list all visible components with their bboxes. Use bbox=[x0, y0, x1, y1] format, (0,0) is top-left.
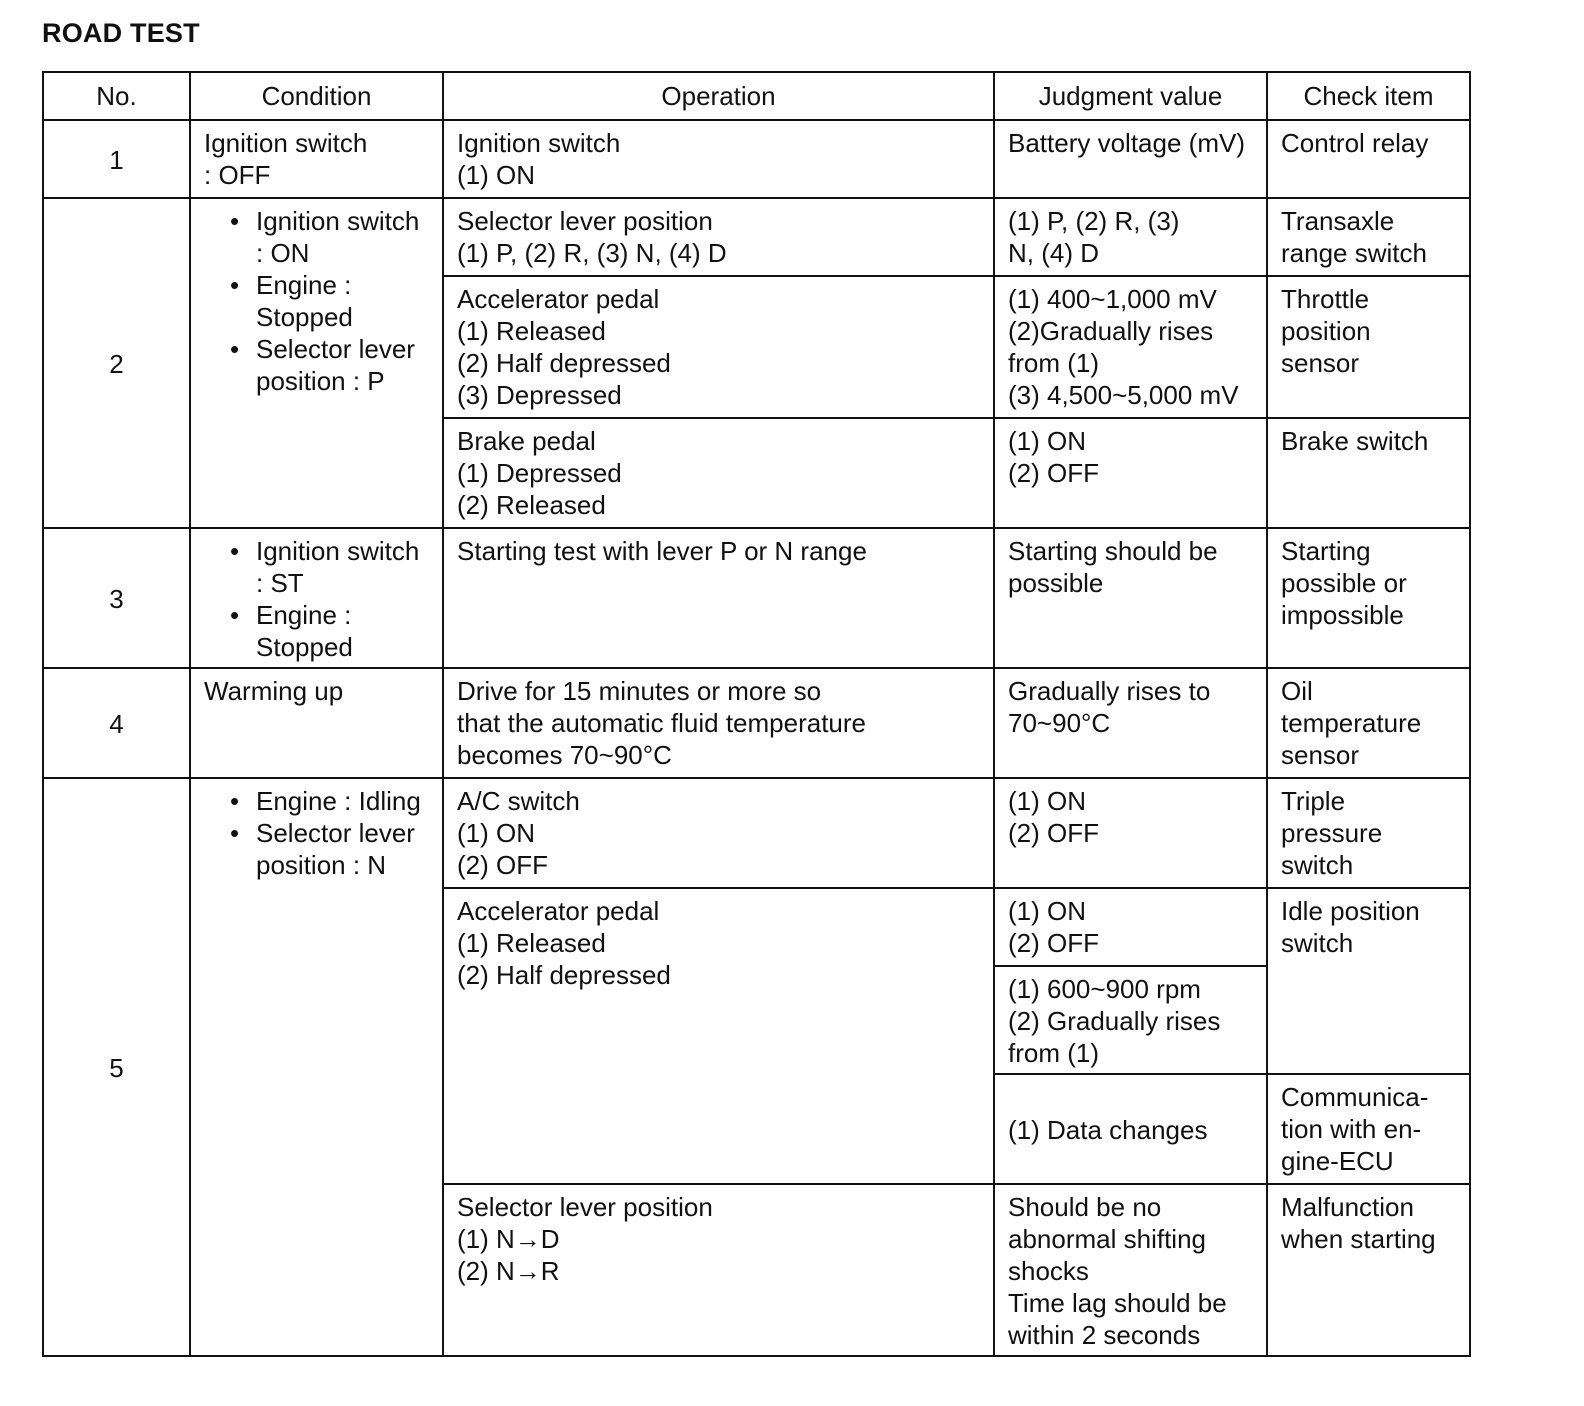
judgment-line: (2) OFF bbox=[1008, 928, 1099, 958]
judgment-line: Starting should be bbox=[1008, 536, 1218, 566]
check-item-line: sensor bbox=[1281, 348, 1360, 378]
condition-line: Stopped bbox=[256, 302, 353, 332]
table-header-row bbox=[43, 72, 1470, 120]
row-number: 2 bbox=[43, 198, 190, 528]
operation-cell bbox=[443, 276, 994, 418]
judgment-line: Time lag should be bbox=[1008, 1288, 1227, 1318]
condition-item bbox=[230, 333, 430, 397]
condition-line: Warming up bbox=[204, 676, 344, 706]
row-number: 5 bbox=[43, 778, 190, 1356]
header-judgment-value: Judgment value bbox=[994, 72, 1267, 120]
judgment-line: 70~90°C bbox=[1008, 708, 1111, 738]
condition-line: • Selector lever bbox=[256, 818, 415, 848]
judgment-cell bbox=[994, 778, 1267, 888]
condition-list bbox=[204, 535, 430, 663]
condition-item bbox=[230, 817, 430, 881]
condition-item bbox=[230, 205, 430, 269]
condition-line: : OFF bbox=[204, 160, 271, 190]
judgment-line: (2) OFF bbox=[1008, 818, 1099, 848]
operation-line: Ignition switch bbox=[457, 128, 621, 158]
judgment-cell bbox=[994, 418, 1267, 528]
condition-line: • Engine : Idling bbox=[256, 786, 421, 816]
operation-line: (1) N→D bbox=[457, 1224, 560, 1254]
judgment-line: (1) ON bbox=[1008, 896, 1086, 926]
judgment-cell bbox=[994, 528, 1267, 668]
check-item-cell bbox=[1267, 418, 1470, 528]
judgment-line: Gradually rises to bbox=[1008, 676, 1211, 706]
operation-line: that the automatic fluid temperature bbox=[457, 708, 867, 738]
check-item-cell bbox=[1267, 888, 1470, 1074]
judgment-cell bbox=[994, 668, 1267, 778]
operation-line: Brake pedal bbox=[457, 426, 596, 456]
road-test-table bbox=[42, 71, 1471, 1357]
condition-item bbox=[230, 535, 430, 599]
condition-line: Ignition switch bbox=[204, 128, 368, 158]
header-no: No. bbox=[43, 72, 190, 120]
condition-line: • Ignition switch bbox=[256, 536, 420, 566]
operation-line: (1) P, (2) R, (3) N, (4) D bbox=[457, 238, 727, 268]
condition-line: • Selector lever bbox=[256, 334, 415, 364]
condition-cell bbox=[190, 668, 443, 778]
operation-line: Accelerator pedal bbox=[457, 896, 660, 926]
header-check-item: Check item bbox=[1267, 72, 1470, 120]
condition-item bbox=[230, 785, 430, 817]
judgment-line: Should be no bbox=[1008, 1192, 1162, 1222]
table-row bbox=[43, 778, 1470, 888]
check-item-line: impossible bbox=[1281, 600, 1404, 630]
judgment-line: possible bbox=[1008, 568, 1104, 598]
operation-line: Selector lever position bbox=[457, 206, 713, 236]
check-item-line: Throttle bbox=[1281, 284, 1370, 314]
operation-cell bbox=[443, 888, 994, 1184]
judgment-line: (1) Data changes bbox=[1008, 1115, 1208, 1145]
operation-line: (2) Released bbox=[457, 490, 606, 520]
check-item-line: Malfunction bbox=[1281, 1192, 1414, 1222]
check-item-line: Triple bbox=[1281, 786, 1346, 816]
check-item-line: pressure bbox=[1281, 818, 1383, 848]
judgment-cell bbox=[994, 198, 1267, 276]
check-item-line: tion with en- bbox=[1281, 1114, 1422, 1144]
judgment-cell bbox=[994, 120, 1267, 198]
check-item-line: Transaxle bbox=[1281, 206, 1395, 236]
judgment-line: Battery voltage (mV) bbox=[1008, 128, 1245, 158]
judgment-line: shocks bbox=[1008, 1256, 1089, 1286]
judgment-line: (3) 4,500~5,000 mV bbox=[1008, 380, 1239, 410]
condition-line: position : P bbox=[256, 366, 385, 396]
check-item-line: when starting bbox=[1281, 1224, 1436, 1254]
judgment-line: (1) ON bbox=[1008, 786, 1086, 816]
check-item-cell bbox=[1267, 668, 1470, 778]
condition-cell bbox=[190, 778, 443, 1356]
check-item-line: Oil bbox=[1281, 676, 1313, 706]
check-item-line: position bbox=[1281, 316, 1371, 346]
condition-item bbox=[230, 269, 430, 333]
operation-line: (3) Depressed bbox=[457, 380, 622, 410]
operation-line: (1) Released bbox=[457, 316, 606, 346]
condition-line: position : N bbox=[256, 850, 387, 880]
operation-cell bbox=[443, 528, 994, 668]
check-item-line: switch bbox=[1281, 928, 1354, 958]
operation-line: (2) Half depressed bbox=[457, 960, 671, 990]
operation-line: A/C switch bbox=[457, 786, 580, 816]
judgment-line: N, (4) D bbox=[1008, 238, 1099, 268]
condition-line: : ST bbox=[256, 568, 304, 598]
judgment-line: from (1) bbox=[1008, 348, 1099, 378]
row-number: 4 bbox=[43, 668, 190, 778]
check-item-line: gine-ECU bbox=[1281, 1146, 1394, 1176]
check-item-line: Brake switch bbox=[1281, 426, 1429, 456]
judgment-cell bbox=[994, 1074, 1267, 1184]
operation-line: (2) N→R bbox=[457, 1256, 560, 1286]
check-item-cell bbox=[1267, 778, 1470, 888]
operation-cell bbox=[443, 418, 994, 528]
condition-cell bbox=[190, 120, 443, 198]
operation-line: (2) Half depressed bbox=[457, 348, 671, 378]
check-item-cell bbox=[1267, 1074, 1470, 1184]
operation-cell bbox=[443, 668, 994, 778]
header-condition: Condition bbox=[190, 72, 443, 120]
condition-cell bbox=[190, 198, 443, 528]
operation-line: (2) OFF bbox=[457, 850, 548, 880]
operation-line: (1) ON bbox=[457, 160, 535, 190]
judgment-line: (1) 600~900 rpm bbox=[1008, 974, 1201, 1004]
check-item-line: sensor bbox=[1281, 740, 1360, 770]
judgment-line: within 2 seconds bbox=[1008, 1320, 1201, 1350]
check-item-line: Starting bbox=[1281, 536, 1371, 566]
judgment-line: (2) Gradually rises bbox=[1008, 1006, 1221, 1036]
check-item-cell bbox=[1267, 1184, 1470, 1356]
table-row bbox=[43, 528, 1470, 668]
judgment-cell bbox=[994, 966, 1267, 1074]
condition-cell bbox=[190, 528, 443, 668]
judgment-cell bbox=[994, 888, 1267, 966]
judgment-line: abnormal shifting bbox=[1008, 1224, 1206, 1254]
operation-line: Drive for 15 minutes or more so bbox=[457, 676, 822, 706]
table-row bbox=[43, 120, 1470, 198]
operation-line: Accelerator pedal bbox=[457, 284, 660, 314]
table-row bbox=[43, 198, 1470, 276]
check-item-cell bbox=[1267, 528, 1470, 668]
judgment-cell bbox=[994, 276, 1267, 418]
check-item-line: Communica- bbox=[1281, 1082, 1429, 1112]
operation-cell bbox=[443, 198, 994, 276]
page-title: ROAD TEST bbox=[42, 18, 200, 48]
check-item-line: temperature bbox=[1281, 708, 1422, 738]
operation-line: (1) Depressed bbox=[457, 458, 622, 488]
condition-line: Stopped bbox=[256, 632, 353, 662]
judgment-line: (2) OFF bbox=[1008, 458, 1099, 488]
operation-line: becomes 70~90°C bbox=[457, 740, 672, 770]
condition-line: • Engine : bbox=[256, 600, 352, 630]
judgment-line: (1) P, (2) R, (3) bbox=[1008, 206, 1180, 236]
judgment-line: (2)Gradually rises bbox=[1008, 316, 1214, 346]
operation-line: (1) Released bbox=[457, 928, 606, 958]
check-item-cell bbox=[1267, 198, 1470, 276]
judgment-line: (1) 400~1,000 mV bbox=[1008, 284, 1217, 314]
condition-line: • Ignition switch bbox=[256, 206, 420, 236]
judgment-cell bbox=[994, 1184, 1267, 1356]
condition-item bbox=[230, 599, 430, 663]
operation-line: Starting test with lever P or N range bbox=[457, 536, 867, 566]
operation-cell bbox=[443, 778, 994, 888]
table-row bbox=[43, 668, 1470, 778]
condition-list bbox=[204, 205, 430, 397]
check-item-cell bbox=[1267, 276, 1470, 418]
row-number: 3 bbox=[43, 528, 190, 668]
condition-list bbox=[204, 785, 430, 881]
condition-line: • Engine : bbox=[256, 270, 352, 300]
check-item-cell bbox=[1267, 120, 1470, 198]
check-item-line: possible or bbox=[1281, 568, 1407, 598]
operation-line: Selector lever position bbox=[457, 1192, 713, 1222]
judgment-line: (1) ON bbox=[1008, 426, 1086, 456]
operation-line: (1) ON bbox=[457, 818, 535, 848]
header-operation: Operation bbox=[443, 72, 994, 120]
check-item-line: switch bbox=[1281, 850, 1354, 880]
operation-cell bbox=[443, 120, 994, 198]
row-number: 1 bbox=[43, 120, 190, 198]
check-item-line: Idle position bbox=[1281, 896, 1420, 926]
judgment-line: from (1) bbox=[1008, 1038, 1099, 1068]
check-item-line: range switch bbox=[1281, 238, 1427, 268]
check-item-line: Control relay bbox=[1281, 128, 1429, 158]
condition-line: : ON bbox=[256, 238, 310, 268]
operation-cell bbox=[443, 1184, 994, 1356]
